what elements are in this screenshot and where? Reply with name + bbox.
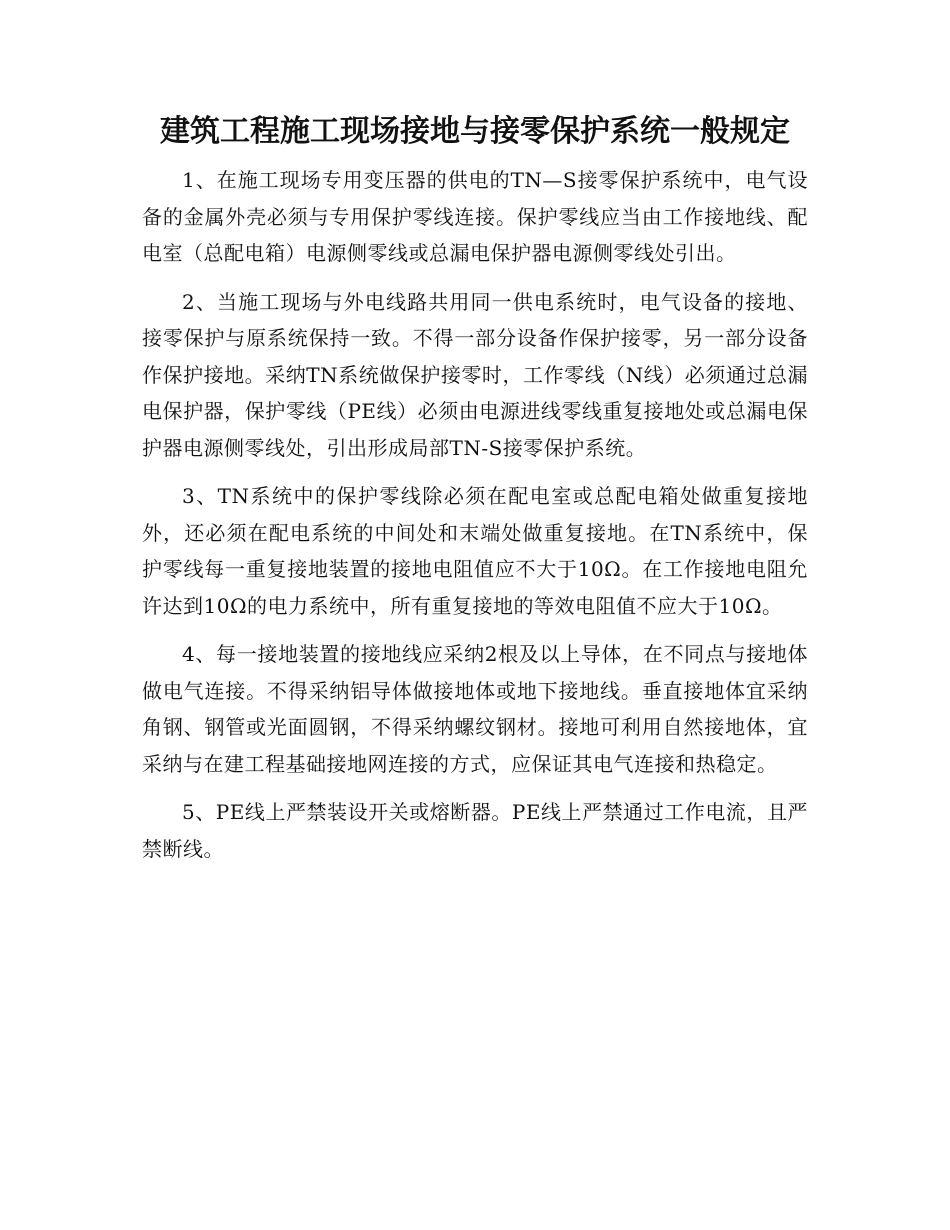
- paragraph-4: 4、每一接地装置的接地线应采纳2根及以上导体，在不同点与接地体做电气连接。不得采纳铝导体做接地体或地下接地线。垂直接地体宜采纳角钢、钢管或光面圆钢，不得采纳螺纹钢材。接地可利用自然接地体，宜采纳与在建工程基础接地网连接的方式，应保证其电气连接和热稳定。: [142, 642, 808, 776]
- paragraph-2: 2、当施工现场与外电线路共用同一供电系统时，电气设备的接地、接零保护与原系统保持一致。不得一部分设备作保护接零，另一部分设备作保护接地。采纳TN系统做保护接零时，工作零线（N线）必须通过总漏电保护器，保护零线（PE线）必须由电源进线零线重复接地处或总漏电保护器电源侧零线处，引出形成局部TN-S接零保护系统。: [142, 289, 808, 460]
- paragraph-3: 3、TN系统中的保护零线除必须在配电室或总配电箱处做重复接地外，还必须在配电系统的中间处和末端处做重复接地。在TN系统中，保护零线每一重复接地装置的接地电阻值应不大于10Ω。在工作接地电阻允许达到10Ω的电力系统中，所有重复接地的等效电阻值不应大于10Ω。: [142, 484, 808, 618]
- document-title: 建筑工程施工现场接地与接零保护系统一般规定: [160, 114, 790, 149]
- paragraph-5: 5、PE线上严禁装设开关或熔断器。PE线上严禁通过工作电流，且严禁断线。: [142, 800, 808, 861]
- document-page: [142, 112, 808, 879]
- paragraph-1: 1、在施工现场专用变压器的供电的TN—S接零保护系统中，电气设备的金属外壳必须与专用保护零线连接。保护零线应当由工作接地线、配电室（总配电箱）电源侧零线或总漏电保护器电源侧零线处引出。: [142, 168, 808, 265]
